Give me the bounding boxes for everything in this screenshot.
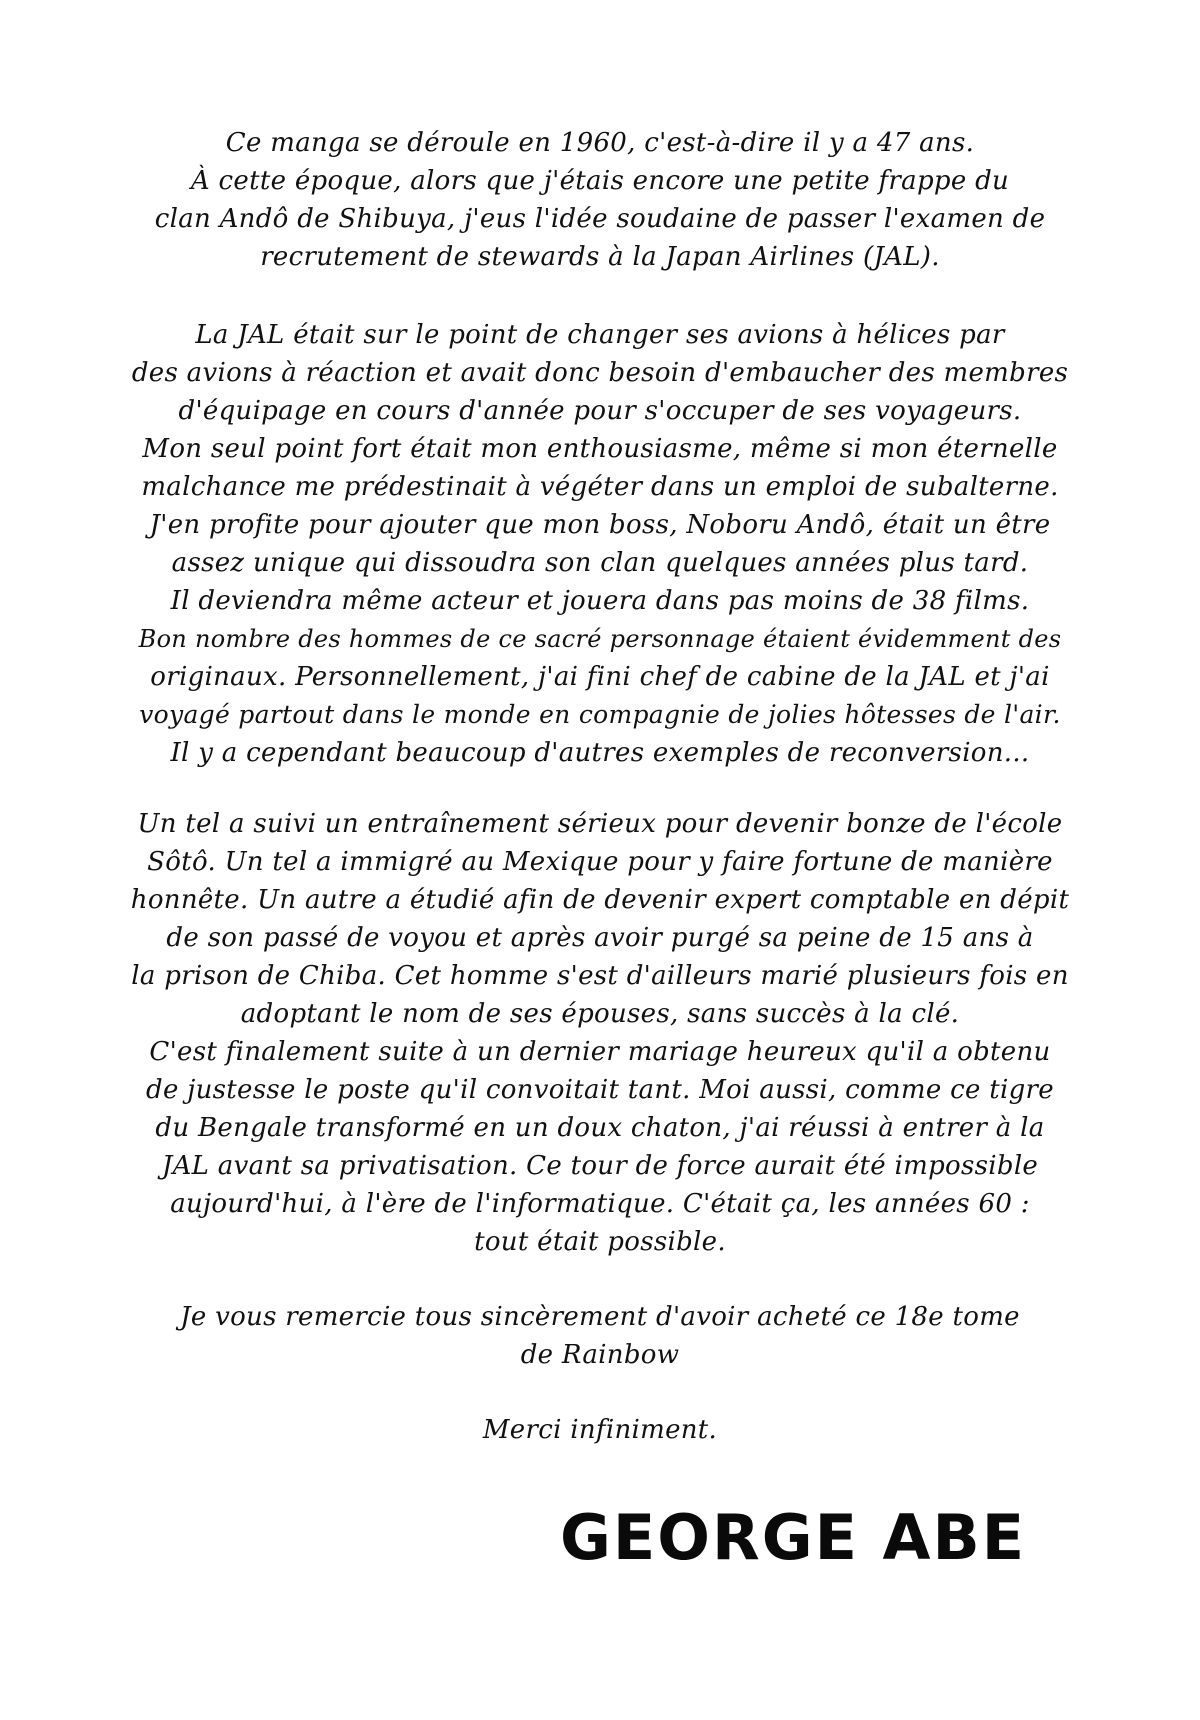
text-line: Ce manga se déroule en 1960, c'est-à-dire il y a 47 ans. [225, 128, 975, 158]
text-line: voyagé partout dans le monde en compagnie de jolies hôtesses de l'air. [139, 700, 1061, 729]
text-line: assez unique qui dissoudra son clan quelques années plus tard. [171, 548, 1029, 578]
text-line: des avions à réaction et avait donc besoin d'embaucher des membres [131, 358, 1069, 388]
text-line [130, 1336, 1070, 1374]
text-line: malchance me prédestinait à végéter dans un emploi de subalterne. [141, 472, 1059, 502]
paragraph-reconversion [130, 805, 1070, 1261]
text-line: Merci infiniment. [482, 1415, 718, 1445]
text-line: clan Andô de Shibuya, j'eus l'idée soudaine de passer l'examen de [154, 204, 1046, 234]
text-line: À cette époque, alors que j'étais encore une petite frappe du [190, 166, 1010, 196]
text-line: originaux. Personnellement, j'ai fini chef de cabine de la JAL et j'ai [150, 662, 1050, 692]
text-line: aujourd'hui, à l'ère de l'informatique. C'était ça, les années 60 : [170, 1189, 1030, 1219]
text-line: Un tel a suivi un entraînement sérieux pour devenir bonze de l'école [137, 809, 1063, 839]
text-line: de son passé de voyou et après avoir purgé sa peine de 15 ans à [166, 923, 1034, 953]
text-line: la prison de Chiba. Cet homme s'est d'ailleurs marié plusieurs fois en [131, 961, 1069, 991]
text-line: honnête. Un autre a étudié afin de devenir expert comptable en dépit [130, 885, 1070, 915]
text-line: du Bengale transformé en un doux chaton, j'ai réussi à entrer à la [155, 1113, 1045, 1143]
text-fragment: de [520, 1340, 562, 1370]
text-line: Je vous remercie tous sincèrement d'avoir acheté ce 18e tome [180, 1302, 1020, 1332]
text-line: La JAL était sur le point de changer ses avions à hélices par [195, 320, 1005, 350]
paragraph-thanks [130, 1298, 1070, 1374]
text-line: de justesse le poste qu'il convoitait tant. Moi aussi, comme ce tigre [146, 1075, 1054, 1105]
text-line: Mon seul point fort était mon enthousiasme, même si mon éternelle [142, 434, 1058, 464]
text-line: adoptant le nom de ses épouses, sans succès à la clé. [240, 999, 960, 1029]
text-line: Sôtô. Un tel a immigré au Mexique pour y faire fortune de manière [147, 847, 1053, 877]
text-line: recrutement de stewards à la Japan Airlines (JAL). [260, 242, 940, 272]
text-line: Bon nombre des hommes de ce sacré personnage étaient évidemment des [138, 625, 1062, 653]
text-line: Il y a cependant beaucoup d'autres exemples de reconversion... [170, 738, 1030, 768]
text-line: J'en profite pour ajouter que mon boss, Noboru Andô, était un être [149, 510, 1051, 540]
text-line: d'équipage en cours d'année pour s'occuper de ses voyageurs. [178, 396, 1022, 426]
closing-line [130, 1411, 1070, 1449]
paragraph-intro [130, 124, 1070, 276]
text-line: Il deviendra même acteur et jouera dans pas moins de 38 films. [170, 586, 1030, 616]
paragraph-jal [130, 316, 1070, 772]
text-line: tout était possible. [474, 1227, 726, 1257]
text-line: JAL avant sa privatisation. Ce tour de force aurait été impossible [161, 1151, 1039, 1181]
series-title: Rainbow [561, 1340, 680, 1370]
author-signature: GEORGE ABE [560, 1501, 1027, 1574]
text-line: C'est finalement suite à un dernier mariage heureux qu'il a obtenu [149, 1037, 1051, 1067]
